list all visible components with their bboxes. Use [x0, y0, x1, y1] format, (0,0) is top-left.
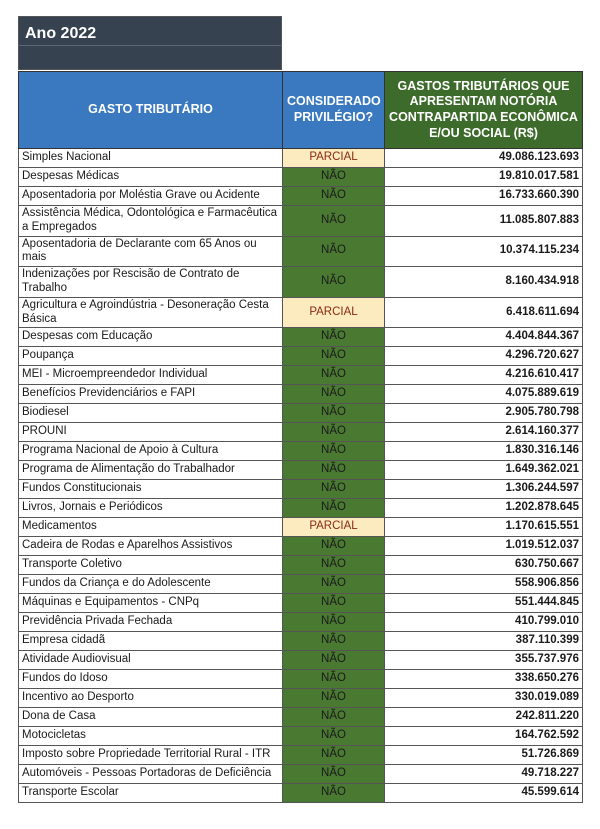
table-header-row [19, 72, 583, 149]
row-privilegio-flag: NÃO [283, 499, 385, 518]
row-gasto-name: Medicamentos [19, 518, 283, 537]
row-privilegio-flag: NÃO [283, 385, 385, 404]
row-gasto-name: Indenizações por Rescisão de Contrato de Trabalho [19, 267, 283, 298]
row-valor: 16.733.660.390 [385, 187, 583, 206]
row-privilegio-flag: NÃO [283, 784, 385, 803]
row-valor: 49.086.123.693 [385, 149, 583, 168]
table-row [19, 461, 583, 480]
row-privilegio-flag: NÃO [283, 575, 385, 594]
row-valor: 1.019.512.037 [385, 537, 583, 556]
row-privilegio-flag: NÃO [283, 765, 385, 784]
table-row [19, 480, 583, 499]
row-privilegio-flag: NÃO [283, 689, 385, 708]
row-gasto-name: Cadeira de Rodas e Aparelhos Assistivos [19, 537, 283, 556]
table-row [19, 632, 583, 651]
table-row [19, 347, 583, 366]
row-gasto-name: Biodiesel [19, 404, 283, 423]
table-row [19, 613, 583, 632]
row-gasto-name: Incentivo ao Desporto [19, 689, 283, 708]
row-valor: 551.444.845 [385, 594, 583, 613]
row-valor: 49.718.227 [385, 765, 583, 784]
table-row [19, 708, 583, 727]
row-gasto-name: PROUNI [19, 423, 283, 442]
row-valor: 11.085.807.883 [385, 206, 583, 237]
table-row [19, 670, 583, 689]
row-privilegio-flag: NÃO [283, 328, 385, 347]
row-gasto-name: Transporte Coletivo [19, 556, 283, 575]
row-gasto-name: Fundos do Idoso [19, 670, 283, 689]
table-row [19, 404, 583, 423]
table-row [19, 746, 583, 765]
table-row [19, 328, 583, 347]
row-gasto-name: Máquinas e Equipamentos - CNPq [19, 594, 283, 613]
year-title: Ano 2022 [25, 25, 97, 42]
row-privilegio-flag: NÃO [283, 187, 385, 206]
header-gasto-tributario: GASTO TRIBUTÁRIO [19, 72, 283, 149]
row-privilegio-flag: NÃO [283, 651, 385, 670]
row-privilegio-flag: NÃO [283, 366, 385, 385]
table-row [19, 385, 583, 404]
table-row [19, 187, 583, 206]
row-valor: 630.750.667 [385, 556, 583, 575]
table-body [19, 149, 583, 803]
row-valor: 51.726.869 [385, 746, 583, 765]
row-valor: 1.202.878.645 [385, 499, 583, 518]
row-valor: 164.762.592 [385, 727, 583, 746]
table-row [19, 442, 583, 461]
table-row [19, 297, 583, 328]
row-privilegio-flag: PARCIAL [283, 149, 385, 168]
row-valor: 2.614.160.377 [385, 423, 583, 442]
table-row [19, 784, 583, 803]
row-gasto-name: Benefícios Previdenciários e FAPI [19, 385, 283, 404]
table-row [19, 518, 583, 537]
row-privilegio-flag: NÃO [283, 480, 385, 499]
row-privilegio-flag: NÃO [283, 594, 385, 613]
row-gasto-name: Despesas com Educação [19, 328, 283, 347]
row-privilegio-flag: NÃO [283, 556, 385, 575]
row-gasto-name: Despesas Médicas [19, 168, 283, 187]
table-row [19, 575, 583, 594]
row-gasto-name: Fundos da Criança e do Adolescente [19, 575, 283, 594]
table-row [19, 423, 583, 442]
row-valor: 1.649.362.021 [385, 461, 583, 480]
row-valor: 10.374.115.234 [385, 236, 583, 267]
row-gasto-name: Empresa cidadã [19, 632, 283, 651]
row-gasto-name: Aposentadoria de Declarante com 65 Anos ou mais [19, 236, 283, 267]
table-row [19, 651, 583, 670]
row-valor: 4.075.889.619 [385, 385, 583, 404]
table-row [19, 206, 583, 237]
row-gasto-name: Atividade Audiovisual [19, 651, 283, 670]
row-gasto-name: Agricultura e Agroindústria - Desoneração Cesta Básica [19, 297, 283, 328]
row-privilegio-flag: NÃO [283, 461, 385, 480]
table-row [19, 267, 583, 298]
row-valor: 410.799.010 [385, 613, 583, 632]
row-privilegio-flag: NÃO [283, 423, 385, 442]
row-privilegio-flag: PARCIAL [283, 297, 385, 328]
year-title-box [18, 16, 282, 70]
row-valor: 355.737.976 [385, 651, 583, 670]
row-valor: 1.830.316.146 [385, 442, 583, 461]
table-row [19, 594, 583, 613]
row-gasto-name: MEI - Microempreendedor Individual [19, 366, 283, 385]
table-row [19, 689, 583, 708]
row-privilegio-flag: NÃO [283, 632, 385, 651]
row-privilegio-flag: NÃO [283, 670, 385, 689]
table-row [19, 149, 583, 168]
row-valor: 387.110.399 [385, 632, 583, 651]
row-privilegio-flag: NÃO [283, 347, 385, 366]
row-valor: 6.418.611.694 [385, 297, 583, 328]
row-gasto-name: Motocicletas [19, 727, 283, 746]
row-gasto-name: Fundos Constitucionais [19, 480, 283, 499]
row-gasto-name: Previdência Privada Fechada [19, 613, 283, 632]
row-gasto-name: Assistência Médica, Odontológica e Farmacêutica a Empregados [19, 206, 283, 237]
row-privilegio-flag: NÃO [283, 168, 385, 187]
row-gasto-name: Imposto sobre Propriedade Territorial Rural - ITR [19, 746, 283, 765]
header-considerado-privilegio: CONSIDERADO PRIVILÉGIO? [283, 72, 385, 149]
row-valor: 1.170.615.551 [385, 518, 583, 537]
row-gasto-name: Dona de Casa [19, 708, 283, 727]
row-privilegio-flag: NÃO [283, 708, 385, 727]
table-row [19, 168, 583, 187]
table-row [19, 765, 583, 784]
row-valor: 1.306.244.597 [385, 480, 583, 499]
row-privilegio-flag: PARCIAL [283, 518, 385, 537]
row-gasto-name: Automóveis - Pessoas Portadoras de Deficiência [19, 765, 283, 784]
row-valor: 4.216.610.417 [385, 366, 583, 385]
row-gasto-name: Poupança [19, 347, 283, 366]
table-row [19, 366, 583, 385]
table-row [19, 727, 583, 746]
row-valor: 2.905.780.798 [385, 404, 583, 423]
year-divider [19, 45, 281, 46]
header-gastos-contrapartida: GASTOS TRIBUTÁRIOS QUE APRESENTAM NOTÓRIA CONTRAPARTIDA ECONÔMICA E/OU SOCIAL (R$) [385, 72, 583, 149]
row-gasto-name: Programa Nacional de Apoio à Cultura [19, 442, 283, 461]
row-privilegio-flag: NÃO [283, 613, 385, 632]
row-valor: 4.296.720.627 [385, 347, 583, 366]
row-privilegio-flag: NÃO [283, 537, 385, 556]
row-valor: 242.811.220 [385, 708, 583, 727]
row-privilegio-flag: NÃO [283, 727, 385, 746]
row-privilegio-flag: NÃO [283, 442, 385, 461]
row-valor: 558.906.856 [385, 575, 583, 594]
table-row [19, 556, 583, 575]
row-privilegio-flag: NÃO [283, 267, 385, 298]
row-valor: 19.810.017.581 [385, 168, 583, 187]
row-gasto-name: Livros, Jornais e Periódicos [19, 499, 283, 518]
row-valor: 330.019.089 [385, 689, 583, 708]
row-valor: 338.650.276 [385, 670, 583, 689]
table-row [19, 499, 583, 518]
row-valor: 8.160.434.918 [385, 267, 583, 298]
row-gasto-name: Simples Nacional [19, 149, 283, 168]
row-privilegio-flag: NÃO [283, 404, 385, 423]
row-valor: 4.404.844.367 [385, 328, 583, 347]
row-gasto-name: Programa de Alimentação do Trabalhador [19, 461, 283, 480]
tax-expenditure-table [18, 71, 583, 803]
row-gasto-name: Transporte Escolar [19, 784, 283, 803]
row-gasto-name: Aposentadoria por Moléstia Grave ou Acidente [19, 187, 283, 206]
row-privilegio-flag: NÃO [283, 236, 385, 267]
row-privilegio-flag: NÃO [283, 206, 385, 237]
row-valor: 45.599.614 [385, 784, 583, 803]
row-privilegio-flag: NÃO [283, 746, 385, 765]
table-row [19, 537, 583, 556]
table-row [19, 236, 583, 267]
